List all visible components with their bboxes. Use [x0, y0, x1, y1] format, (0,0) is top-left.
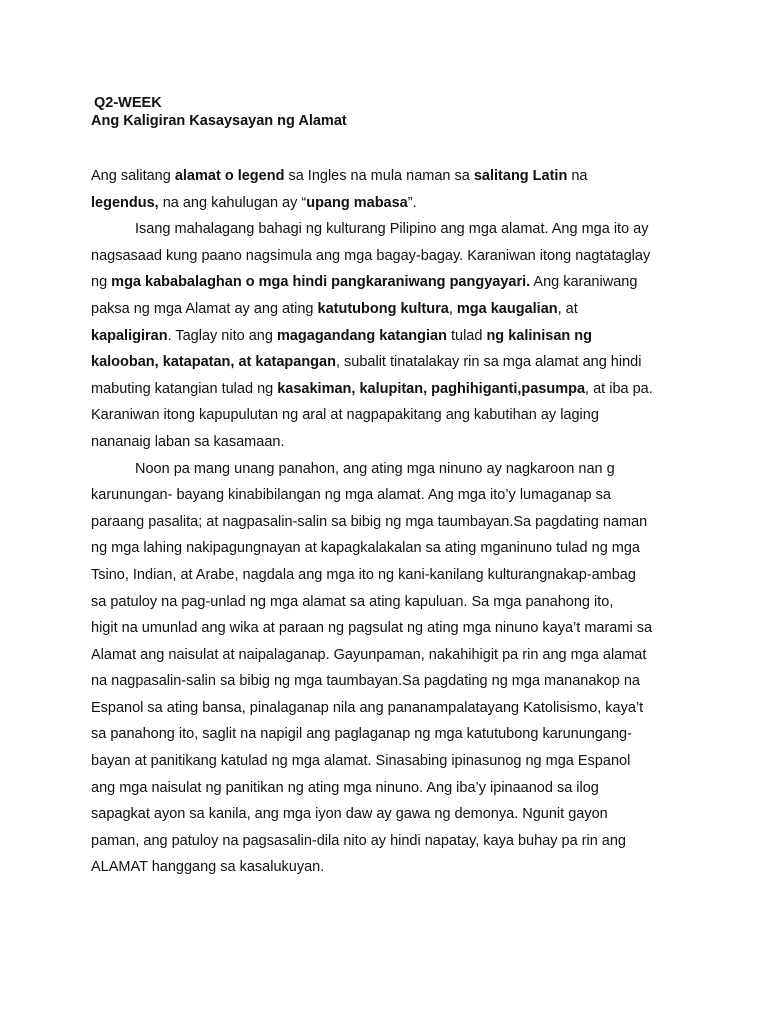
text-segment: . Taglay nito ang: [167, 327, 277, 344]
bold-text: magagandang katangian: [276, 327, 447, 344]
text-line: [91, 349, 679, 376]
bold-text: salitang Latin: [473, 168, 568, 184]
text-line: [91, 429, 679, 456]
text-segment: , at: [557, 300, 578, 317]
text-line: [91, 296, 679, 323]
text-segment: , at iba pa.: [585, 380, 653, 397]
bold-text: mga kaugalian: [456, 300, 558, 317]
text-segment: sa Ingles na mula naman sa: [284, 168, 474, 184]
bold-text: alamat o legend: [174, 168, 285, 184]
text-segment: paraang pasalita; at nagpasalin-salin sa bibig ng mga taumbayan.Sa pagdating naman: [91, 513, 648, 530]
text-segment: nananaig laban sa kasamaan.: [91, 433, 285, 450]
text-line: [91, 269, 679, 296]
text-segment: karunungan- bayang kinabibilangan ng mga alamat. Ang mga ito’y lumaganap sa: [91, 487, 611, 504]
text-line: [91, 721, 679, 748]
text-segment: higit na umunlad ang wika at paraan ng pagsulat ng ating mga ninuno kaya’t marami sa: [91, 620, 653, 637]
text-segment: ng mga lahing nakipagungnayan at kapagkalakalan sa ating mganinuno tulad ng mga: [91, 540, 640, 557]
text-line: [91, 748, 679, 775]
text-segment: Tsino, Indian, at Arabe, nagdala ang mga ito ng kani-kanilang kulturangnakap-ambag: [91, 566, 636, 583]
text-line: [91, 216, 679, 243]
text-segment: Isang mahalagang bahagi ng kulturang Pilipino ang mga alamat. Ang mga ito ay: [135, 221, 649, 238]
text-segment: bayan at panitikang katulad ng mga alamat. Sinasabing ipinasunog ng mga Espanol: [91, 753, 631, 770]
text-line: [91, 562, 679, 589]
text-segment: Alamat ang naisulat at naipalaganap. Gayunpaman, nakahihigit pa rin ang mga alamat: [91, 646, 647, 663]
text-line: [91, 456, 679, 483]
text-segment: mabuting katangian tulad ng: [91, 380, 278, 397]
text-segment: Noon pa mang unang panahon, ang ating mga ninuno ay nagkaroon nan g: [135, 460, 615, 477]
text-line: [91, 402, 679, 429]
text-line: [91, 482, 679, 509]
text-segment: paksa ng mga Alamat ay ang ating: [91, 300, 318, 317]
text-segment: sapagkat ayon sa kanila, ang mga iyon daw ay gawa ng demonya. Ngunit gayon: [91, 806, 608, 823]
text-line: [91, 509, 679, 536]
text-line: [91, 243, 679, 270]
text-segment: Ang salitang: [91, 168, 175, 184]
text-segment: tulad: [446, 327, 487, 344]
bold-text: legendus,: [91, 194, 159, 211]
text-line: [91, 668, 679, 695]
bold-text: ng kalinisan ng: [486, 327, 592, 344]
text-segment: Espanol sa ating bansa, pinalaganap nila ang pananampalatayang Katolisismo, kaya’t: [91, 699, 644, 716]
text-segment: sa patuloy na pag-unlad ng mga alamat sa ating kapuluan. Sa mga panahong ito,: [91, 593, 614, 610]
text-segment: nagsasaad kung paano nagsimula ang mga bagay-bagay. Karaniwan itong nagtataglay: [91, 247, 651, 264]
text-segment: sa panahong ito, saglit na napigil ang paglaganap ng mga katutubong karunungang-: [91, 726, 632, 743]
text-segment: ,: [448, 300, 457, 317]
bold-text: kalooban, katapatan, at katapangan: [91, 354, 336, 371]
bold-text: kapaligiran: [91, 327, 168, 344]
text-segment: Ang karaniwang: [530, 274, 638, 291]
text-line: [91, 615, 679, 642]
bold-text: mga kababalaghan o mga hindi pangkaraniwang pangyayari.: [111, 274, 531, 291]
text-line: [91, 854, 679, 881]
text-segment: na ang kahulugan ay “: [158, 194, 307, 211]
bold-text: upang mabasa: [306, 194, 408, 211]
text-line: [91, 190, 679, 217]
text-line: [91, 323, 679, 350]
text-line: [91, 535, 679, 562]
text-segment: , subalit tinatalakay rin sa mga alamat ang hindi: [335, 354, 642, 371]
text-line: [91, 163, 679, 190]
text-segment: paman, ang patuloy na pagsasalin-dila nito ay hindi napatay, kaya buhay pa rin ang: [91, 832, 626, 849]
text-segment: Karaniwan itong kapupulutan ng aral at nagpapakitang ang kabutihan ay laging: [91, 407, 599, 424]
text-segment: ALAMAT hanggang sa kasalukuyan.: [91, 859, 325, 876]
text-line: [91, 695, 679, 722]
bold-text: katutubong kultura: [317, 300, 449, 317]
text-segment: na: [567, 168, 588, 184]
text-segment: ng: [91, 274, 112, 291]
text-segment: ang mga naisulat ng panitikan ng ating mga ninuno. Ang iba’y ipinaanod sa ilog: [91, 779, 599, 796]
text-line: [91, 775, 679, 802]
text-segment: ”.: [407, 194, 417, 211]
bold-text: kasakiman, kalupitan, paghihiganti,pasumpa: [277, 380, 586, 397]
week-label: Q2-WEEK: [94, 95, 162, 111]
text-line: [91, 589, 679, 616]
document-title: Ang Kaligiran Kasaysayan ng Alamat: [91, 113, 347, 129]
text-line: [91, 642, 679, 669]
text-line: [91, 801, 679, 828]
document-body: [91, 163, 679, 881]
text-line: [91, 376, 679, 403]
text-segment: na nagpasalin-salin sa bibig ng mga taumbayan.Sa pagdating ng mga mananakop na: [91, 673, 640, 690]
text-line: [91, 828, 679, 855]
